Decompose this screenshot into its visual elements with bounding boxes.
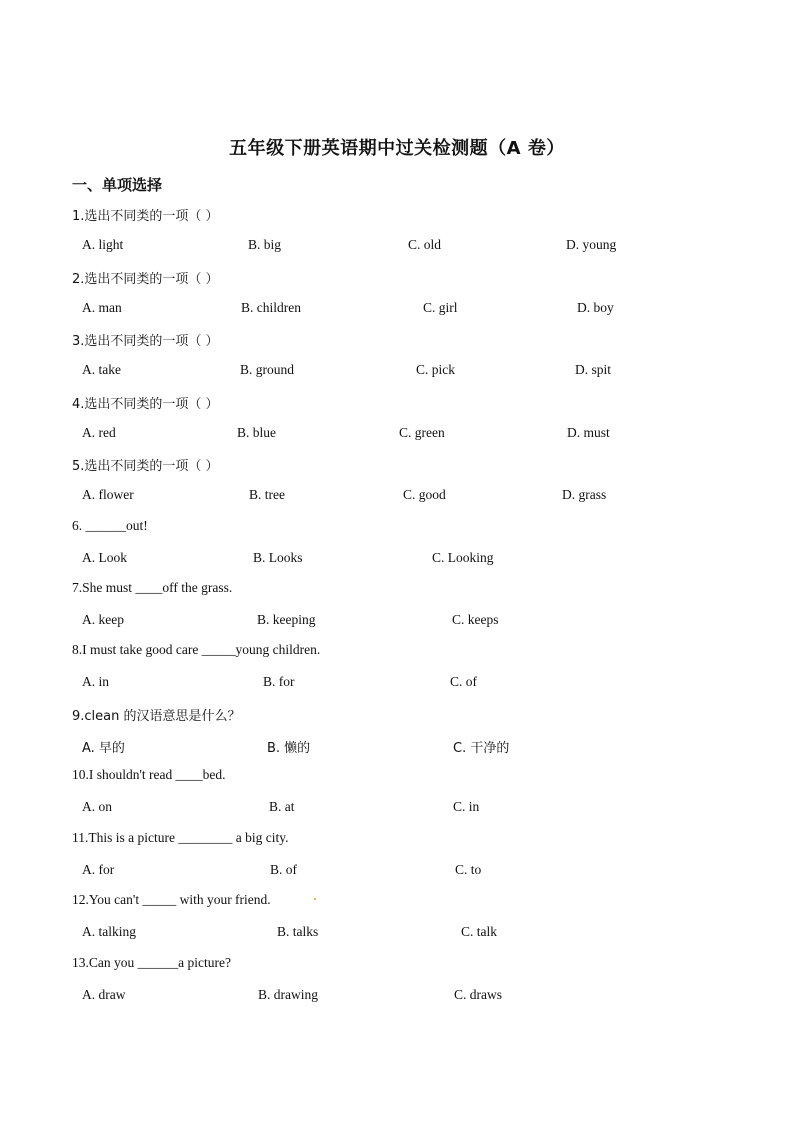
- option-a: A. flower: [82, 487, 134, 502]
- section-heading: 一、单项选择: [72, 176, 163, 194]
- option-b: B. 懒的: [267, 741, 311, 756]
- option-a: A. on: [82, 799, 112, 814]
- option-b: B. ground: [240, 362, 294, 377]
- question-8: [0, 642, 794, 705]
- option-c: C. good: [403, 487, 446, 502]
- option-b: B. big: [248, 237, 282, 252]
- option-c: C. girl: [423, 300, 458, 315]
- question-stem: 5.选出不同类的一项（ ）: [72, 459, 219, 474]
- option-c: C. 干净的: [453, 741, 510, 756]
- question-12: [0, 892, 794, 955]
- option-a: A. light: [82, 237, 124, 252]
- option-b: B. blue: [237, 425, 276, 440]
- question-stem: 3.选出不同类的一项（ ）: [72, 334, 219, 349]
- option-a: A. in: [82, 674, 109, 689]
- question-3: [0, 330, 794, 393]
- option-d: D. young: [566, 237, 617, 252]
- question-7: [0, 580, 794, 643]
- option-c: C. keeps: [452, 612, 499, 627]
- option-b: B. keeping: [257, 612, 316, 627]
- stray-mark: [314, 898, 316, 900]
- question-2: [0, 268, 794, 331]
- option-c: C. in: [453, 799, 480, 814]
- option-d: D. must: [567, 425, 610, 440]
- option-c: C. talk: [461, 924, 497, 939]
- option-a: A. keep: [82, 612, 124, 627]
- option-a: A. talking: [82, 924, 136, 939]
- question-stem: 10.I shouldn't read ____bed.: [72, 767, 226, 782]
- option-b: B. Looks: [253, 550, 303, 565]
- option-b: B. drawing: [258, 987, 318, 1002]
- question-stem: 9.clean 的汉语意思是什么？: [72, 709, 241, 724]
- question-stem: 6. ______out!: [72, 518, 148, 533]
- question-stem: 2.选出不同类的一项（ ）: [72, 272, 219, 287]
- question-stem: 7.She must ____off the grass.: [72, 580, 233, 595]
- option-c: C. to: [455, 862, 482, 877]
- option-b: B. of: [270, 862, 297, 877]
- option-c: C. draws: [454, 987, 502, 1002]
- option-d: D. grass: [562, 487, 607, 502]
- question-stem: 8.I must take good care _____young children.: [72, 642, 321, 657]
- question-stem: 1.选出不同类的一项（ ）: [72, 209, 219, 224]
- option-b: B. at: [269, 799, 295, 814]
- option-b: B. children: [241, 300, 301, 315]
- option-a: A. for: [82, 862, 115, 877]
- question-6: [0, 518, 794, 581]
- question-13: [0, 955, 794, 1018]
- option-a: A. 早的: [82, 741, 125, 756]
- option-a: A. man: [82, 300, 122, 315]
- option-b: B. tree: [249, 487, 285, 502]
- question-4: [0, 393, 794, 456]
- option-c: C. pick: [416, 362, 455, 377]
- question-stem: 11.This is a picture ________ a big city.: [72, 830, 289, 845]
- question-9: [0, 705, 794, 768]
- option-b: B. for: [263, 674, 295, 689]
- option-a: A. draw: [82, 987, 126, 1002]
- page-title: 五年级下册英语期中过关检测题（A 卷）: [229, 138, 565, 159]
- question-stem: 4.选出不同类的一项（ ）: [72, 397, 219, 412]
- question-1: [0, 205, 794, 268]
- option-b: B. talks: [277, 924, 319, 939]
- option-c: C. green: [399, 425, 445, 440]
- option-a: A. red: [82, 425, 116, 440]
- option-c: C. of: [450, 674, 477, 689]
- question-5: [0, 455, 794, 518]
- option-d: D. boy: [577, 300, 614, 315]
- option-a: A. Look: [82, 550, 127, 565]
- option-c: C. Looking: [432, 550, 494, 565]
- question-stem: 13.Can you ______a picture?: [72, 955, 231, 970]
- question-11: [0, 830, 794, 893]
- option-c: C. old: [408, 237, 442, 252]
- option-a: A. take: [82, 362, 121, 377]
- question-10: [0, 767, 794, 830]
- question-stem: 12.You can't _____ with your friend.: [72, 892, 271, 907]
- option-d: D. spit: [575, 362, 612, 377]
